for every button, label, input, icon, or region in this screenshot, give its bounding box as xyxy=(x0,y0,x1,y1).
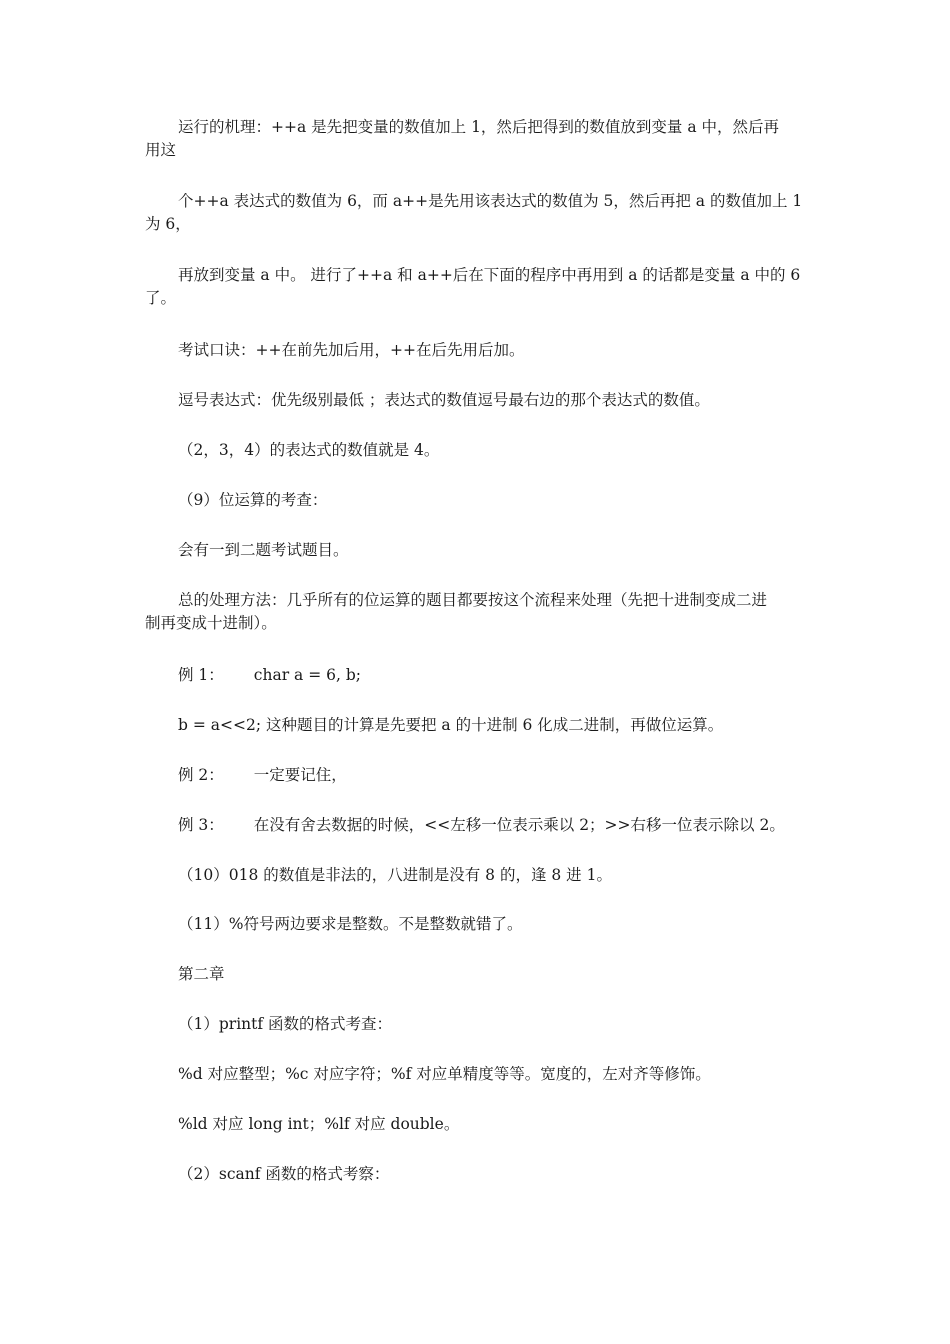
example-label: 例 3： xyxy=(178,816,224,834)
text-line: 考试口诀：++在前先加后用，++在后先用后加。 xyxy=(178,341,525,359)
text-line: 会有一到二题考试题目。 xyxy=(178,541,349,559)
text-line: 制再变成十进制）。 xyxy=(145,614,277,632)
paragraph-increment-mechanism xyxy=(145,116,810,162)
text-line: b = a<<2; 这种题目的计算是先要把 a 的十进制 6 化成二进制，再做位运算。 xyxy=(178,716,724,734)
text-line: %ld 对应 long int；%lf 对应 double。 xyxy=(178,1115,460,1133)
paragraph-printf-formats xyxy=(145,1063,810,1086)
example-text: 在没有舍去数据的时候，<<左移一位表示乘以 2；>>右移一位表示除以 2。 xyxy=(253,816,785,834)
text-line: 再放到变量 a 中。 进行了++a 和 a++后在下面的程序中再用到 a 的话都是变量 a 中的 6 xyxy=(178,266,801,284)
text-line: （10）018 的数值是非法的，八进制是没有 8 的，逢 8 进 1。 xyxy=(178,866,612,884)
example-label: 例 1： xyxy=(178,666,224,684)
paragraph-printf-heading xyxy=(145,1013,810,1036)
text-line: %d 对应整型；%c 对应字符；%f 对应单精度等等。宽度的，左对齐等修饰。 xyxy=(178,1065,711,1083)
paragraph-modulo-note xyxy=(145,913,810,936)
paragraph-bitwise-count xyxy=(145,539,810,562)
paragraph-increment-result xyxy=(145,264,810,310)
text-line: （2，3，4）的表达式的数值就是 4。 xyxy=(178,441,440,459)
text-line: 了。 xyxy=(145,289,177,307)
example-text: 一定要记住， xyxy=(253,766,347,784)
text-line: 为 6， xyxy=(145,215,191,233)
text-line: （1）printf 函数的格式考查： xyxy=(178,1015,393,1033)
paragraph-bitwise-heading xyxy=(145,489,810,512)
chapter-heading xyxy=(145,963,810,986)
paragraph-example-3 xyxy=(145,814,810,837)
text-line: （2）scanf 函数的格式考察： xyxy=(178,1165,390,1183)
text-line: （11）%符号两边要求是整数。不是整数就错了。 xyxy=(178,915,523,933)
paragraph-comma-expression xyxy=(145,389,810,412)
text-line: 逗号表达式：优先级别最低 ；表达式的数值逗号最右边的那个表达式的数值。 xyxy=(178,391,710,409)
text-line: 运行的机理：++a 是先把变量的数值加上 1，然后把得到的数值放到变量 a 中，然后再 xyxy=(178,118,780,136)
example-label: 例 2： xyxy=(178,766,224,784)
text-line: （9）位运算的考查： xyxy=(178,491,328,509)
paragraph-bitwise-method xyxy=(145,589,810,635)
text-line: 总的处理方法：几乎所有的位运算的题目都要按这个流程来处理（先把十进制变成二进 xyxy=(178,591,768,609)
paragraph-example-2 xyxy=(145,764,810,787)
paragraph-exam-mnemonic xyxy=(145,339,810,362)
example-code: char a = 6, b; xyxy=(253,666,361,684)
paragraph-comma-example xyxy=(145,439,810,462)
paragraph-octal-note xyxy=(145,864,810,887)
paragraph-printf-long xyxy=(145,1113,810,1136)
text-line: 用这 xyxy=(145,141,177,159)
paragraph-scanf-heading xyxy=(145,1163,810,1186)
text-line: 第二章 xyxy=(178,965,225,983)
paragraph-example-1-explanation xyxy=(145,714,810,737)
paragraph-increment-value xyxy=(145,190,810,236)
text-line: 个++a 表达式的数值为 6，而 a++是先用该表达式的数值为 5，然后再把 a 的数值加上 1 xyxy=(178,192,803,210)
paragraph-example-1 xyxy=(145,664,810,687)
